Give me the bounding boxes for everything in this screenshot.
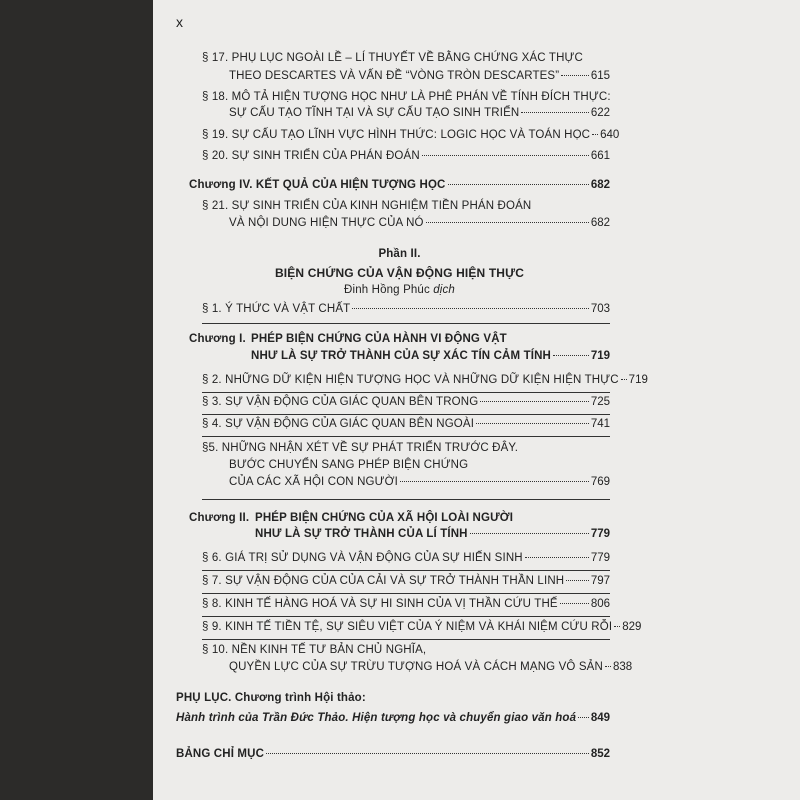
toc-ch4-title: Chương IV. KẾT QUẢ CỦA HIỆN TƯỢNG HỌC	[189, 179, 446, 191]
toc-s17-line1: § 17. PHỤ LỤC NGOÀI LỀ – LÍ THUYẾT VỀ BẰNG CHỨNG XÁC THỰC	[202, 52, 583, 64]
toc-p8-title: § 8. KINH TẾ HÀNG HOÁ VÀ SỰ HI SINH CỦA VỊ THẦN CỨU THẾ	[202, 598, 558, 610]
divider-line	[202, 499, 610, 500]
toc-p5-line2: BƯỚC CHUYỂN SANG PHÉP BIỆN CHỨNG	[229, 459, 469, 471]
page-number: x	[176, 14, 183, 30]
toc-p7-page: 797	[590, 575, 610, 587]
toc-entry-index	[176, 748, 610, 763]
leader-dots	[561, 75, 589, 76]
toc-p10-line1: § 10. NỀN KINH TẾ TƯ BẢN CHỦ NGHĨA,	[202, 644, 427, 656]
leader-dots	[525, 557, 589, 558]
leader-dots	[614, 626, 620, 627]
toc-entry-ch1	[251, 350, 610, 365]
leader-dots	[476, 423, 589, 424]
leader-dots	[521, 112, 588, 113]
leader-dots	[480, 401, 588, 402]
toc-entry-s20	[202, 150, 610, 165]
leader-dots	[470, 533, 589, 534]
toc-entry-ch4	[189, 179, 610, 194]
toc-ch1-page: 719	[590, 350, 610, 362]
toc-s18-page: 622	[590, 107, 610, 119]
toc-p3-page: 725	[590, 396, 610, 408]
leader-dots	[266, 753, 589, 754]
divider-line	[202, 616, 610, 617]
toc-ch2-line2: NHƯ LÀ SỰ TRỞ THÀNH CỦA LÍ TÍNH	[255, 528, 468, 540]
toc-entry-s19	[202, 129, 620, 144]
toc-entry-p10	[229, 661, 633, 676]
toc-ch1-line2: NHƯ LÀ SỰ TRỞ THÀNH CỦA SỰ XÁC TÍN CẢM TÍNH	[251, 350, 551, 362]
toc-appendix-page: 849	[590, 712, 610, 724]
leader-dots	[352, 308, 588, 309]
leader-dots	[566, 580, 589, 581]
toc-s17-page: 615	[590, 70, 610, 82]
toc-s18-line1: § 18. MÔ TẢ HIỆN TƯỢNG HỌC NHƯ LÀ PHÊ PHÁN VỀ TÍNH ĐÍCH THỰC:	[202, 91, 611, 103]
divider-line	[202, 392, 610, 393]
toc-entry-p4	[202, 418, 610, 433]
toc-p10-page: 838	[612, 661, 633, 673]
divider-line	[202, 593, 610, 594]
divider-line	[202, 414, 610, 415]
toc-p1-page: 703	[590, 303, 610, 315]
toc-ch2-page: 779	[590, 528, 610, 540]
toc-p2-title: § 2. NHỮNG DỮ KIỆN HIỆN TƯỢNG HỌC VÀ NHỮNG DỮ KIỆN HIỆN THỰC	[202, 374, 619, 386]
leader-dots	[592, 134, 598, 135]
toc-entry-p5	[229, 476, 610, 491]
toc-s21-line1: § 21. SỰ SINH TRIỂN CỦA KINH NGHIỆM TIỀN PHÁN ĐOÁN	[202, 200, 532, 212]
toc-entry-ch2	[255, 528, 610, 543]
leader-dots	[426, 222, 589, 223]
divider-line	[202, 323, 610, 324]
toc-entry-s17	[229, 70, 610, 85]
toc-ch2-line1: PHÉP BIỆN CHỨNG CỦA XÃ HỘI LOÀI NGƯỜI	[255, 512, 514, 524]
leader-dots	[400, 481, 589, 482]
toc-p6-title: § 6. GIÁ TRỊ SỬ DỤNG VÀ VẬN ĐỘNG CỦA SỰ HIẾN SINH	[202, 552, 523, 564]
toc-p2-page: 719	[628, 374, 648, 386]
toc-s19-title: § 19. SỰ CẤU TẠO LĨNH VỰC HÌNH THỨC: LOGIC HỌC VÀ TOÁN HỌC	[202, 129, 591, 141]
toc-entry-p8	[202, 598, 610, 613]
toc-entry-p7	[202, 575, 610, 590]
toc-s21-line2: VÀ NỘI DUNG HIỆN THỰC CỦA NÓ	[229, 217, 424, 229]
toc-s21-page: 682	[590, 217, 610, 229]
leader-dots	[553, 355, 589, 356]
toc-p4-page: 741	[590, 418, 610, 430]
part-label: Phần II.	[378, 248, 421, 260]
toc-ch1-prefix: Chương I.	[189, 333, 246, 345]
toc-entry-p3	[202, 396, 610, 411]
divider-line	[202, 570, 610, 571]
toc-ch2-prefix: Chương II.	[189, 512, 250, 524]
leader-dots	[560, 603, 589, 604]
toc-entry-p2	[202, 374, 648, 389]
toc-appendix-line2: Hành trình của Trần Đức Thảo. Hiện tượng học và chuyển giao văn hoá	[176, 712, 577, 724]
leader-dots	[422, 155, 589, 156]
toc-s19-page: 640	[600, 129, 620, 141]
toc-ch4-page: 682	[590, 179, 610, 191]
divider-line	[202, 436, 610, 437]
toc-p3-title: § 3. SỰ VẬN ĐỘNG CỦA GIÁC QUAN BÊN TRONG	[202, 396, 479, 408]
toc-entry-s21	[229, 217, 610, 232]
translator-line	[189, 284, 610, 296]
toc-p5-line1: §5. NHỮNG NHẬN XÉT VỀ SỰ PHÁT TRIỂN TRƯỚC ĐÂY.	[202, 442, 519, 454]
toc-entry-p9	[202, 621, 642, 636]
divider-line	[202, 639, 610, 640]
toc-entry-s18	[229, 107, 610, 122]
translator-role: dịch	[433, 284, 455, 296]
toc-s20-page: 661	[590, 150, 610, 162]
toc-entry-p6	[202, 552, 610, 567]
toc-p10-line2: QUYỀN LỰC CỦA SỰ TRỪU TƯỢNG HOÁ VÀ CÁCH MẠNG VÔ SẢN	[229, 661, 603, 673]
part-title: BIỆN CHỨNG CỦA VẬN ĐỘNG HIỆN THỰC	[274, 266, 525, 280]
toc-entry-p1	[202, 303, 610, 318]
toc-p5-line3: CỦA CÁC XÃ HỘI CON NGƯỜI	[229, 476, 398, 488]
leader-dots	[605, 666, 611, 667]
toc-index-title: BẢNG CHỈ MỤC	[176, 748, 265, 760]
toc-entry-appendix	[176, 712, 610, 727]
toc-p8-page: 806	[590, 598, 610, 610]
leader-dots	[621, 379, 627, 380]
toc-p9-page: 829	[622, 621, 642, 633]
toc-p7-title: § 7. SỰ VẬN ĐỘNG CỦA CỦA CẢI VÀ SỰ TRỞ THÀNH THẦN LINH	[202, 575, 565, 587]
leader-dots	[578, 717, 589, 718]
toc-ch1-line1: PHÉP BIỆN CHỨNG CỦA HÀNH VI ĐỘNG VẬT	[251, 333, 507, 345]
toc-s18-line2: SỰ CẤU TẠO TĨNH TẠI VÀ SỰ CẤU TẠO SINH TRIỂN	[229, 107, 520, 119]
toc-appendix-line1: PHỤ LỤC. Chương trình Hội thảo:	[176, 692, 366, 704]
toc-p6-page: 779	[590, 552, 610, 564]
toc-p5-page: 769	[590, 476, 610, 488]
translator-name: Đinh Hồng Phúc	[344, 284, 430, 296]
toc-s20-title: § 20. SỰ SINH TRIỂN CỦA PHÁN ĐOÁN	[202, 150, 420, 162]
toc-p4-title: § 4. SỰ VẬN ĐỘNG CỦA GIÁC QUAN BÊN NGOÀI	[202, 418, 475, 430]
toc-s17-line2: THEO DESCARTES VÀ VẤN ĐỀ “VÒNG TRÒN DESCARTES”	[229, 70, 560, 82]
toc-p9-title: § 9. KINH TẾ TIỀN TỆ, SỰ SIÊU VIỆT CỦA Ý NIỆM VÀ KHÁI NIỆM CỨU RỖI	[202, 621, 613, 633]
leader-dots	[448, 184, 589, 185]
toc-p1-title: § 1. Ý THỨC VÀ VẬT CHẤT	[202, 303, 351, 315]
toc-index-page: 852	[590, 748, 610, 760]
